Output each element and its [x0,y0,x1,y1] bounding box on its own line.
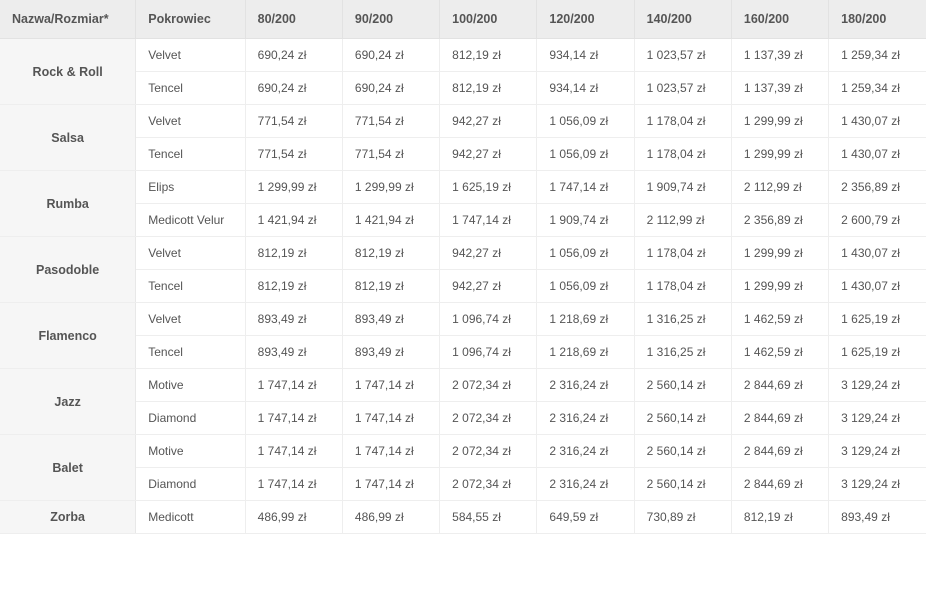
price-cell: 1 299,99 zł [342,171,439,204]
price-cell: 1 462,59 zł [731,303,828,336]
price-cell: 1 625,19 zł [829,336,926,369]
price-cell: 690,24 zł [342,39,439,72]
price-cell: 771,54 zł [245,105,342,138]
price-cell: 2 316,24 zł [537,369,634,402]
table-row [0,303,926,336]
table-row [0,336,926,369]
price-cell: 942,27 zł [440,138,537,171]
price-cell: 1 625,19 zł [440,171,537,204]
product-name-cell: Flamenco [0,303,136,369]
column-header-90-200: 90/200 [342,0,439,39]
price-cell: 942,27 zł [440,105,537,138]
price-cell: 1 023,57 zł [634,39,731,72]
price-cell: 1 056,09 zł [537,105,634,138]
column-header-120-200: 120/200 [537,0,634,39]
price-cell: 1 259,34 zł [829,72,926,105]
table-row [0,39,926,72]
price-cell: 1 178,04 zł [634,270,731,303]
price-cell: 2 560,14 zł [634,435,731,468]
price-cell: 812,19 zł [731,501,828,534]
price-cell: 893,49 zł [342,303,439,336]
cover-cell: Velvet [136,237,245,270]
price-cell: 1 625,19 zł [829,303,926,336]
table-row [0,105,926,138]
price-cell: 893,49 zł [342,336,439,369]
price-cell: 1 421,94 zł [245,204,342,237]
price-cell: 812,19 zł [245,237,342,270]
price-cell: 1 909,74 zł [537,204,634,237]
price-cell: 2 560,14 zł [634,369,731,402]
table-body [0,39,926,534]
price-cell: 2 072,34 zł [440,369,537,402]
price-cell: 942,27 zł [440,237,537,270]
product-name-cell: Zorba [0,501,136,534]
price-cell: 1 747,14 zł [342,435,439,468]
price-cell: 1 430,07 zł [829,237,926,270]
price-cell: 812,19 zł [245,270,342,303]
price-cell: 934,14 zł [537,39,634,72]
product-name-cell: Pasodoble [0,237,136,303]
price-cell: 1 430,07 zł [829,270,926,303]
price-cell: 1 316,25 zł [634,336,731,369]
price-cell: 1 430,07 zł [829,138,926,171]
price-cell: 2 112,99 zł [731,171,828,204]
price-cell: 1 056,09 zł [537,237,634,270]
price-cell: 1 299,99 zł [245,171,342,204]
price-cell: 2 844,69 zł [731,435,828,468]
price-cell: 893,49 zł [829,501,926,534]
price-cell: 1 056,09 zł [537,270,634,303]
price-cell: 1 747,14 zł [342,369,439,402]
column-header-180-200: 180/200 [829,0,926,39]
price-cell: 649,59 zł [537,501,634,534]
price-cell: 771,54 zł [342,138,439,171]
price-cell: 893,49 zł [245,336,342,369]
product-name-cell: Balet [0,435,136,501]
price-cell: 1 747,14 zł [440,204,537,237]
price-cell: 1 421,94 zł [342,204,439,237]
price-cell: 1 218,69 zł [537,336,634,369]
price-cell: 812,19 zł [342,237,439,270]
price-cell: 1 137,39 zł [731,72,828,105]
price-cell: 1 747,14 zł [245,468,342,501]
column-header-140-200: 140/200 [634,0,731,39]
cover-cell: Elips [136,171,245,204]
price-cell: 1 299,99 zł [731,270,828,303]
price-cell: 1 747,14 zł [245,402,342,435]
cover-cell: Velvet [136,39,245,72]
cover-cell: Diamond [136,402,245,435]
table-row [0,369,926,402]
table-row [0,72,926,105]
column-header-cover: Pokrowiec [136,0,245,39]
price-cell: 2 316,24 zł [537,435,634,468]
price-cell: 584,55 zł [440,501,537,534]
price-cell: 2 600,79 zł [829,204,926,237]
price-cell: 934,14 zł [537,72,634,105]
price-cell: 3 129,24 zł [829,369,926,402]
price-cell: 1 462,59 zł [731,336,828,369]
price-cell: 2 316,24 zł [537,468,634,501]
table-header [0,0,926,39]
table-row [0,468,926,501]
price-cell: 1 747,14 zł [245,435,342,468]
price-cell: 1 137,39 zł [731,39,828,72]
price-cell: 730,89 zł [634,501,731,534]
product-name-cell: Rock & Roll [0,39,136,105]
price-cell: 1 316,25 zł [634,303,731,336]
table-row [0,501,926,534]
price-cell: 3 129,24 zł [829,402,926,435]
price-cell: 812,19 zł [342,270,439,303]
price-cell: 812,19 zł [440,39,537,72]
cover-cell: Diamond [136,468,245,501]
price-cell: 486,99 zł [245,501,342,534]
price-cell: 1 178,04 zł [634,105,731,138]
price-cell: 690,24 zł [245,72,342,105]
price-cell: 486,99 zł [342,501,439,534]
price-cell: 2 560,14 zł [634,402,731,435]
price-cell: 771,54 zł [342,105,439,138]
price-cell: 1 096,74 zł [440,336,537,369]
cover-cell: Velvet [136,303,245,336]
price-cell: 2 844,69 zł [731,369,828,402]
price-cell: 2 844,69 zł [731,468,828,501]
cover-cell: Tencel [136,270,245,303]
product-name-cell: Jazz [0,369,136,435]
column-header-160-200: 160/200 [731,0,828,39]
product-name-cell: Rumba [0,171,136,237]
price-cell: 1 747,14 zł [342,402,439,435]
price-cell: 1 747,14 zł [245,369,342,402]
price-cell: 893,49 zł [245,303,342,336]
table-row [0,171,926,204]
price-cell: 3 129,24 zł [829,435,926,468]
cover-cell: Medicott [136,501,245,534]
product-name-cell: Salsa [0,105,136,171]
cover-cell: Motive [136,435,245,468]
price-cell: 3 129,24 zł [829,468,926,501]
price-cell: 2 844,69 zł [731,402,828,435]
price-cell: 1 747,14 zł [537,171,634,204]
price-cell: 1 178,04 zł [634,237,731,270]
column-header-100-200: 100/200 [440,0,537,39]
price-cell: 1 299,99 zł [731,105,828,138]
table-row [0,435,926,468]
price-cell: 771,54 zł [245,138,342,171]
cover-cell: Motive [136,369,245,402]
column-header-80-200: 80/200 [245,0,342,39]
price-cell: 1 259,34 zł [829,39,926,72]
price-cell: 2 356,89 zł [829,171,926,204]
price-cell: 2 560,14 zł [634,468,731,501]
price-cell: 1 430,07 zł [829,105,926,138]
price-cell: 1 909,74 zł [634,171,731,204]
table-row [0,204,926,237]
price-cell: 2 072,34 zł [440,435,537,468]
cover-cell: Tencel [136,336,245,369]
price-cell: 690,24 zł [245,39,342,72]
price-cell: 1 218,69 zł [537,303,634,336]
price-cell: 2 356,89 zł [731,204,828,237]
cover-cell: Medicott Velur [136,204,245,237]
table-row [0,138,926,171]
table-row [0,402,926,435]
price-cell: 1 023,57 zł [634,72,731,105]
price-cell: 942,27 zł [440,270,537,303]
cover-cell: Velvet [136,105,245,138]
table-header-row [0,0,926,39]
price-cell: 1 178,04 zł [634,138,731,171]
price-cell: 2 072,34 zł [440,402,537,435]
cover-cell: Tencel [136,72,245,105]
price-cell: 2 316,24 zł [537,402,634,435]
price-cell: 2 112,99 zł [634,204,731,237]
table-row [0,270,926,303]
cover-cell: Tencel [136,138,245,171]
price-cell: 1 096,74 zł [440,303,537,336]
price-cell: 2 072,34 zł [440,468,537,501]
price-cell: 812,19 zł [440,72,537,105]
price-cell: 690,24 zł [342,72,439,105]
price-cell: 1 056,09 zł [537,138,634,171]
price-cell: 1 299,99 zł [731,237,828,270]
price-cell: 1 299,99 zł [731,138,828,171]
table-row [0,237,926,270]
column-header-name-size: Nazwa/Rozmiar* [0,0,136,39]
price-cell: 1 747,14 zł [342,468,439,501]
